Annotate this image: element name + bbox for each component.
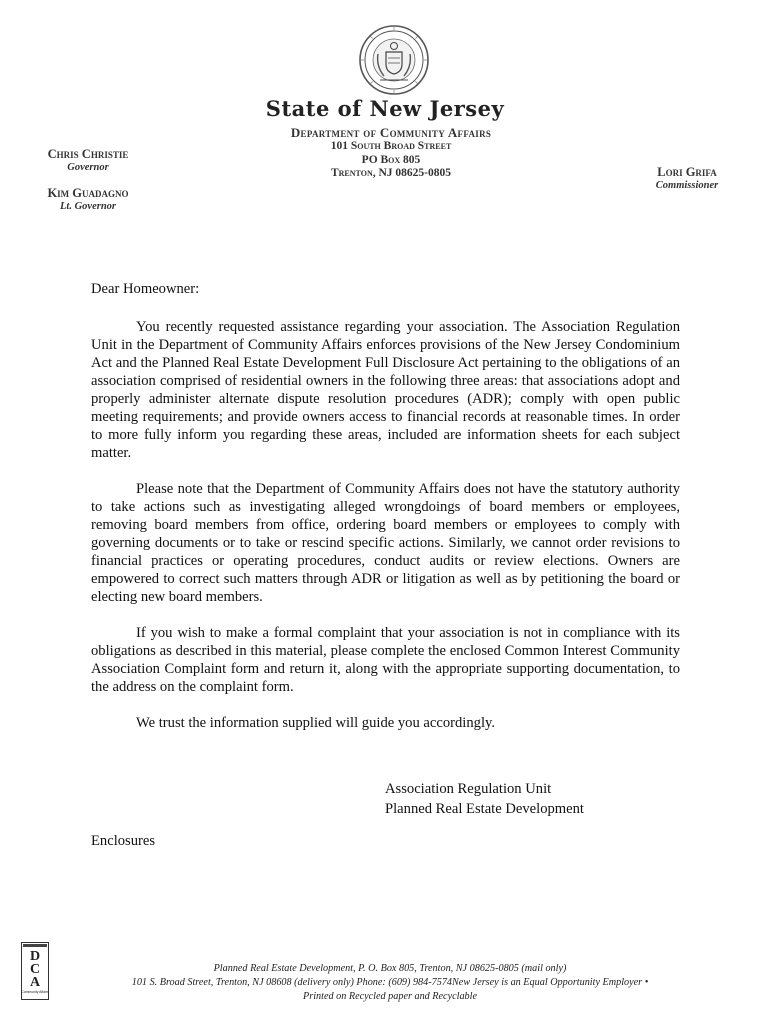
enclosures-label: Enclosures: [91, 833, 156, 849]
footer-line: Planned Real Estate Development, P. O. Box 805, Trenton, NJ 08625-0805 (mail only): [213, 963, 567, 974]
salutation: Dear Homeowner:: [91, 281, 200, 297]
commissioner-name: Lori Grifa: [657, 165, 717, 179]
logo-letter-d: D: [29, 949, 41, 964]
department-name: Department of Community Affairs: [290, 125, 492, 140]
lt-governor-name: Kim Guadagno: [47, 186, 129, 200]
state-title: State of New Jersey: [265, 96, 505, 121]
signature-line: Planned Real Estate Development: [385, 801, 584, 817]
paragraph: Please note that the Department of Community Affairs does not have the statutory authority to take actions such as investigating alleged wrongdoings of board members or employees, removing board members from office, ordering board members or employees to comply with governing documents or to take or rescind specific actions. Similarly, we cannot order revisions to financial practices or operating procedures, conduct audits or review elections. Owners are empowered to correct such matters through ADR or litigation as well as by petitioning the board or electing new board members.: [91, 481, 680, 605]
state-seal-icon: [358, 24, 430, 96]
logo-caption: Community Affairs: [21, 990, 49, 994]
governor-block: [40, 147, 136, 174]
paragraph: If you wish to make a formal complaint that your association is not in compliance with its obligations as described in this material, please complete the enclosed Common Interest Community Association Complaint form and return it, along with the appropriate supporting documentation, to the address on the complaint form.: [91, 625, 680, 695]
governor-name: Chris Christie: [47, 147, 129, 161]
letter-body: [91, 280, 680, 732]
footer-line: 101 S. Broad Street, Trenton, NJ 08608 (delivery only) Phone: (609) 984-7574New Jersey is an Equal Opportunity Employer •: [131, 977, 649, 988]
signature-line: Association Regulation Unit: [385, 781, 552, 797]
lt-governor-block: [40, 186, 136, 213]
paragraph: You recently requested assistance regarding your association. The Association Regulation Unit in the Department of Community Affairs enforces provisions of the New Jersey Condominium Act and the Planned Real Estate Development Full Disclosure Act pertaining to the obligations of an association comprised of residential owners in the following three areas: that associations adopt and properly administer alternate dispute resolution procedures (ADR); comply with open public meeting requirements; and provide owners access to financial records at reasonable times. In order to more fully inform you regarding these areas, included are information sheets for each subject matter.: [91, 319, 680, 461]
logo-letter-c: C: [29, 962, 41, 977]
address-line: Trenton, NJ 08625-0805: [330, 167, 451, 179]
paragraph: We trust the information supplied will guide you accordingly.: [136, 715, 495, 731]
signature-block: [385, 779, 584, 819]
footer: [60, 962, 720, 1004]
commissioner-title: Commissioner: [655, 180, 719, 191]
footer-line: Printed on Recycled paper and Recyclable: [303, 991, 477, 1002]
address-line: PO Box 805: [361, 153, 421, 166]
dca-logo-icon: [21, 942, 49, 1000]
address-line: 101 South Broad Street: [330, 140, 452, 152]
lt-governor-title: Lt. Governor: [60, 201, 116, 212]
governor-title: Governor: [67, 162, 109, 173]
logo-letter-a: A: [29, 975, 41, 990]
commissioner-block: [648, 165, 726, 192]
